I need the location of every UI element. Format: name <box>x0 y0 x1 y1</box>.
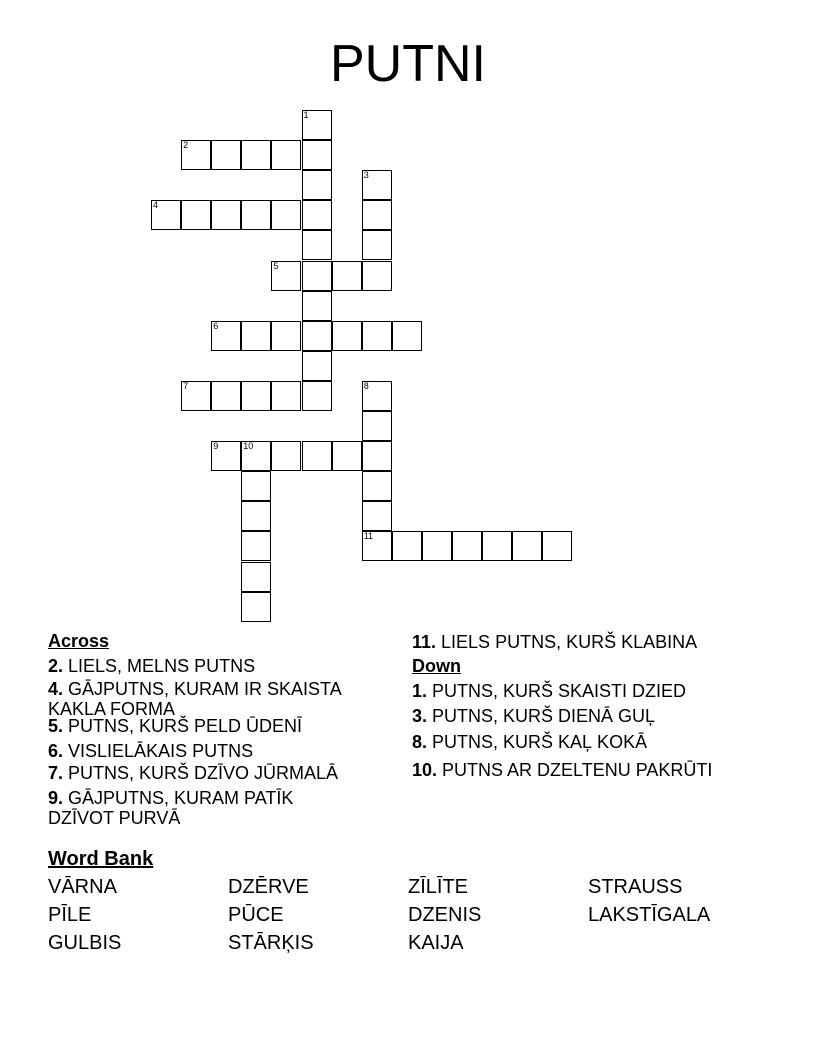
word-bank-item: KAIJA <box>408 932 464 954</box>
grid-cell[interactable] <box>392 321 422 351</box>
grid-cell[interactable] <box>302 441 332 471</box>
clue-down-1 <box>412 681 752 701</box>
grid-cell[interactable] <box>241 321 271 351</box>
clue-text: GĀJPUTNS, KURAM PATĪK DZĪVOT PURVĀ <box>48 788 294 828</box>
grid-cell[interactable] <box>211 200 241 230</box>
grid-cell[interactable] <box>362 501 392 531</box>
grid-cell[interactable] <box>512 531 542 561</box>
grid-cell[interactable] <box>211 140 241 170</box>
clue-text: LIELS, MELNS PUTNS <box>63 656 256 676</box>
clue-number-label: 10 <box>243 441 254 452</box>
word-bank-item: ZĪLĪTE <box>408 876 469 898</box>
clue-number-label: 5 <box>273 260 279 271</box>
grid-cell[interactable] <box>362 471 392 501</box>
clue-number: 2. <box>48 656 64 676</box>
across-heading: Across <box>48 631 110 651</box>
word-bank-item: VĀRNA <box>48 876 117 898</box>
clue-text: VISLIELĀKAIS PUTNS <box>63 741 254 761</box>
clue-text: GĀJPUTNS, KURAM IR SKAISTA KAKLA FORMA <box>48 679 341 719</box>
word-bank-item: GULBIS <box>48 932 122 954</box>
word-bank-item: PŪCE <box>228 904 284 926</box>
grid-cell[interactable] <box>362 441 392 471</box>
clue-text: PUTNS, KURŠ DZĪVO JŪRMALĀ <box>63 763 339 783</box>
clue-across-6 <box>48 741 388 761</box>
grid-cell[interactable] <box>241 140 271 170</box>
word-bank-item: PĪLE <box>48 904 92 926</box>
grid-cell[interactable] <box>211 441 241 471</box>
clue-number: 3. <box>412 706 428 726</box>
word-bank-item: LAKSTĪGALA <box>588 904 711 926</box>
clue-number: 8. <box>412 732 428 752</box>
clue-across-7 <box>48 763 388 783</box>
clue-number-label: 2 <box>183 140 189 151</box>
grid-cell[interactable] <box>241 441 271 471</box>
grid-cell[interactable] <box>362 200 392 230</box>
clue-number: 7. <box>48 763 64 783</box>
grid-cell[interactable] <box>181 200 211 230</box>
grid-cell[interactable] <box>151 200 181 230</box>
page-title: PUTNI <box>330 35 486 93</box>
down-heading: Down <box>412 656 461 676</box>
grid-cell[interactable] <box>241 592 271 622</box>
clue-number: 11. <box>412 632 437 652</box>
clue-down-8 <box>412 732 752 752</box>
grid-cell[interactable] <box>241 562 271 592</box>
grid-cell[interactable] <box>271 381 301 411</box>
clue-number-label: 6 <box>213 320 219 331</box>
grid-cell[interactable] <box>271 200 301 230</box>
grid-cell[interactable] <box>302 170 332 200</box>
grid-cell[interactable] <box>362 321 392 351</box>
clue-number-label: 11 <box>363 531 374 542</box>
clue-text: PUTNS AR DZELTENU PAKRŪTI <box>437 760 713 780</box>
word-bank-item: DZĒRVE <box>228 876 309 898</box>
grid-cell[interactable] <box>332 441 362 471</box>
grid-cell[interactable] <box>302 291 332 321</box>
word-bank-item: DZENIS <box>408 904 482 926</box>
clue-text: PUTNS, KURŠ DIENĀ GUĻ <box>427 706 656 726</box>
grid-cell[interactable] <box>271 261 301 291</box>
grid-cell[interactable] <box>181 140 211 170</box>
grid-cell[interactable] <box>241 381 271 411</box>
clue-text: LIELS PUTNS, KURŠ KLABINA <box>436 632 698 652</box>
clue-down-3 <box>412 706 752 726</box>
grid-cell[interactable] <box>302 110 332 140</box>
clue-number: 4. <box>48 679 64 699</box>
grid-cell[interactable] <box>362 261 392 291</box>
clue-number: 1. <box>412 681 428 701</box>
word-bank-item: STRAUSS <box>588 876 683 898</box>
clue-across-4 <box>48 679 388 719</box>
clue-number: 6. <box>48 741 64 761</box>
grid-cell[interactable] <box>302 261 332 291</box>
clue-across-11 <box>412 632 752 652</box>
grid-cell[interactable] <box>181 381 211 411</box>
grid-cell[interactable] <box>302 200 332 230</box>
grid-cell[interactable] <box>422 531 452 561</box>
grid-cell[interactable] <box>302 351 332 381</box>
clue-number: 9. <box>48 788 64 808</box>
grid-cell[interactable] <box>211 381 241 411</box>
grid-cell[interactable] <box>362 230 392 260</box>
clue-text: PUTNS, KURŠ SKAISTI DZIED <box>427 681 687 701</box>
grid-cell[interactable] <box>271 321 301 351</box>
word-bank-item: STĀRĶIS <box>228 932 314 954</box>
clue-down-10 <box>412 760 792 780</box>
clue-across-5 <box>48 716 388 736</box>
clue-number-label: 4 <box>153 200 159 211</box>
grid-cell[interactable] <box>302 321 332 351</box>
grid-cell[interactable] <box>542 531 572 561</box>
clue-number-label: 7 <box>183 380 189 391</box>
clue-number-label: 8 <box>363 380 369 391</box>
clue-across-9 <box>48 788 348 828</box>
clue-number: 5. <box>48 716 64 736</box>
grid-cell[interactable] <box>362 411 392 441</box>
word-bank-heading: Word Bank <box>48 848 154 870</box>
grid-cell[interactable] <box>241 200 271 230</box>
clue-text: PUTNS, KURŠ KAĻ KOKĀ <box>427 732 648 752</box>
grid-cell[interactable] <box>302 140 332 170</box>
grid-cell[interactable] <box>332 261 362 291</box>
grid-cell[interactable] <box>392 531 422 561</box>
grid-cell[interactable] <box>362 170 392 200</box>
grid-cell[interactable] <box>271 140 301 170</box>
grid-cell[interactable] <box>241 501 271 531</box>
grid-cell[interactable] <box>271 441 301 471</box>
grid-cell[interactable] <box>241 471 271 501</box>
grid-cell[interactable] <box>302 230 332 260</box>
grid-cell[interactable] <box>362 381 392 411</box>
grid-cell[interactable] <box>332 321 362 351</box>
grid-cell[interactable] <box>482 531 512 561</box>
grid-cell[interactable] <box>302 381 332 411</box>
clue-text: PUTNS, KURŠ PELD ŪDENĪ <box>63 716 303 736</box>
grid-cell[interactable] <box>241 531 271 561</box>
clue-number-label: 1 <box>303 110 309 120</box>
grid-cell[interactable] <box>362 531 392 561</box>
clue-across-2 <box>48 656 388 676</box>
clue-number-label: 3 <box>363 170 369 181</box>
grid-cell[interactable] <box>452 531 482 561</box>
clue-number-label: 9 <box>213 441 219 452</box>
grid-cell[interactable] <box>211 321 241 351</box>
clue-number: 10. <box>412 760 438 780</box>
